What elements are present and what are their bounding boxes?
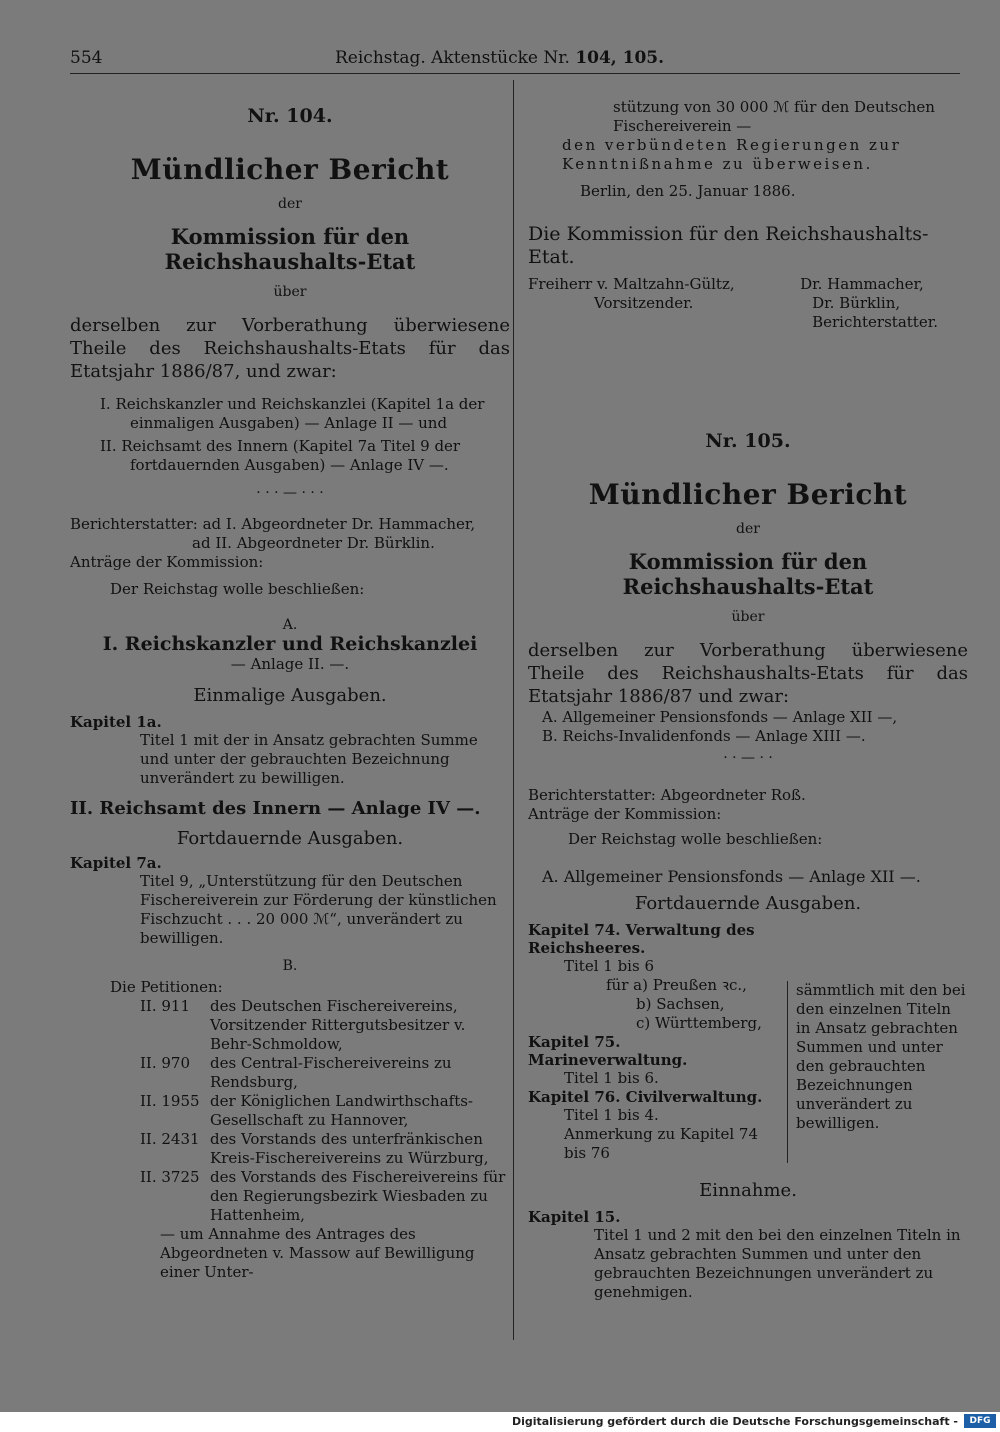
- report-intro: derselben zur Vorberathung überwiesene Theile des Reichshaushalts-Etats für das Etatsjahr 1886/87, und zwar:: [70, 315, 510, 382]
- section-title: I. Reichskanzler und Reichskanzlei: [102, 633, 478, 655]
- subsection-title: Einmalige Ausgaben.: [193, 685, 387, 706]
- report-heading: Mündlicher Bericht: [130, 153, 450, 186]
- commission-name: Kommission für den Reichshaushalts-Etat: [164, 224, 416, 274]
- petition-item: II. 3725 des Vorstands des Fischereivereins für den Regierungsbezirk Wiesbaden zu Hattenheim,: [140, 1168, 506, 1224]
- separator: · · — · ·: [723, 750, 773, 766]
- column-divider: [513, 80, 514, 1340]
- motions-label: Anträge der Kommission:: [528, 805, 722, 823]
- signatures: Freiherr v. Maltzahn-Gültz, Vorsitzender. Dr. Hammacher, Dr. Bürklin, Berichterstatter.: [528, 275, 938, 331]
- item-2: II. Reichsamt des Innern (Kapitel 7a Titel 9 der fortdauernden Ausgaben) — Anlage IV —.: [100, 437, 461, 474]
- petition-item: II. 970 des Central-Fischereivereins zu Rendsburg,: [140, 1054, 452, 1091]
- item-b: B. Reichs-Invalidenfonds — Anlage XIII —.: [542, 727, 866, 745]
- subsection-title: Fortdauernde Ausgaben.: [634, 893, 862, 914]
- petition-list: II. 911 des Deutschen Fischereivereins, Vorsitzender Rittergutsbesitzer v. Behr-Schmoldow, II. 970 des Central-Fischereivereins zu Rendsburg, II. 1955 der Königlichen Landwirthschafts-Gesellschaft zu Hannover, II. 2431 des Vorstands des unterfränkischen Kreis-Fischereivereins zu Würzburg, II. 3725 des Vorstands des Fischereivereins für den Regierungsbezirk Wiesbaden zu Hattenheim, — um Annahme des Antrages des Abgeordneten v. Massow auf Bewilligung einer Unter-: [70, 997, 510, 1282]
- motions-label: Anträge der Kommission:: [70, 553, 264, 571]
- footer-bar: [0, 1412, 1000, 1432]
- report-number: Nr. 105.: [705, 430, 791, 452]
- item-a: A. Allgemeiner Pensionsfonds — Anlage XII —,: [542, 708, 898, 726]
- footer-credit: Digitalisierung gefördert durch die Deutsche Forschungsgemeinschaft -: [511, 1415, 958, 1428]
- separator: · · · — · · ·: [256, 485, 324, 501]
- commission-name: Kommission für den Reichshaushalts-Etat: [622, 549, 874, 599]
- reporter-line: Berichterstatter: Abgeordneter Roß.: [528, 786, 806, 804]
- section-title: II. Reichsamt des Innern — Anlage IV —.: [70, 798, 481, 819]
- subsection-title: Einnahme.: [699, 1180, 797, 1201]
- header-rule: [70, 73, 960, 74]
- chapter-block: Kapitel 74. Verwaltung des Reichsheeres. Titel 1 bis 6 für a) Preußen ꝛc., b) Sachsen, c) Württemberg, Kapitel 75. Marineverwaltung. Titel 1 bis 6. Kapitel 76. Civilverwaltung. Titel 1 bis 4. Anmerkung zu Kapitel 74 bis 76 sämmtlich mit den bei den einzelnen Titeln in Ansatz gebrachten Summen und unter den gebrauchten Bezeichnungen unverändert zu bewilligen.: [528, 921, 968, 1163]
- report-heading: Mündlicher Bericht: [588, 478, 908, 511]
- report-number: Nr. 104.: [247, 105, 333, 127]
- dfg-logo: DFG: [964, 1414, 996, 1428]
- petition-item: II. 1955 der Königlichen Landwirthschafts-Gesellschaft zu Hannover,: [140, 1092, 473, 1129]
- page-header: [0, 46, 1000, 76]
- subsection-title: Fortdauernde Ausgaben.: [176, 828, 404, 849]
- petition-item: II. 2431 des Vorstands des unterfränkischen Kreis-Fischereivereins zu Würzburg,: [140, 1130, 489, 1167]
- date-line: Berlin, den 25. Januar 1886.: [580, 182, 796, 200]
- report-intro: derselben zur Vorberathung überwiesene Theile des Reichshaushalts-Etats für das Etatsjahr 1886/87 und zwar:: [528, 640, 968, 707]
- page-number: 554: [70, 48, 103, 68]
- petition-item: II. 911 des Deutschen Fischereivereins, Vorsitzender Rittergutsbesitzer v. Behr-Schmoldow,: [140, 997, 466, 1053]
- running-title: Reichstag. Aktenstücke Nr. 104, 105.: [335, 48, 665, 68]
- left-column: Nr. 104. Mündlicher Bericht der Kommission für den Reichshaushalts-Etat über derselben zur Vorberathung überwiesene Theile des Reichshaushalts-Etats für das Etatsjahr 1886/87, und zwar: I. Reichskanzler und Reichskanzlei (Kapitel 1a der einmaligen Ausgaben) — Anlage II — und II. Reichsamt des Innern (Kapitel 7a Titel 9 der fortdauernden Ausgaben) — Anlage IV —. · · · — · · · Berichterstatter: ad I. Abgeordneter Dr. Hammacher, ad II. Abgeordneter Dr. Bürklin. Anträge der Kommission: Der Reichstag wolle beschließen: A. I. Reichskanzler und Reichskanzlei — Anlage II. —. Einmalige Ausgaben. Kapitel 1a. Titel 1 mit der in Ansatz gebrachten Summe und unter der gebrauchten Bezeichnung unverändert zu bewilligen. II. Reichsamt des Innern — Anlage IV —. Fortdauernde Ausgaben. Kapitel 7a. Titel 9, „Unterstützung für den Deutschen Fischereiverein zur Förderung der künstlichen Fischzucht . . . 20 000 ℳ“, unverändert zu bewilligen. B. Die Petitionen: II. 911 des Deutschen Fischereivereins, Vorsitzender Rittergutsbesitzer v. Behr-Schmoldow, II. 970 des Central-Fischereivereins zu Rendsburg, II. 1955 der Königlichen Landwirthschafts-Gesellschaft zu Hannover, II. 2431 des Vorstands des unterfränkischen Kreis-Fischereivereins zu Würzburg, II. 3725 des Vorstands des Fischereivereins für den Regierungsbezirk Wiesbaden zu Hattenheim, — um Annahme des Antrages des Abgeordneten v. Massow auf Bewilligung einer Unter-: [70, 105, 510, 1281]
- reporter-line: Berichterstatter: ad I. Abgeordneter Dr. Hammacher,: [70, 515, 476, 533]
- signature-commission: Die Kommission für den Reichshaushalts-Etat.: [528, 223, 929, 268]
- item-1: I. Reichskanzler und Reichskanzlei (Kapitel 1a der einmaligen Ausgaben) — Anlage II — und: [100, 395, 485, 432]
- right-column: stützung von 30 000 ℳ für den Deutschen Fischereiverein — den verbündeten Regierungen zur Kenntnißnahme zu überweisen. Berlin, den 25. Januar 1886. Die Kommission für den Reichshaushalts-Etat. Freiherr v. Maltzahn-Gültz, Vorsitzender. Dr. Hammacher, Dr. Bürklin, Berichterstatter. Nr. 105. Mündlicher Bericht der Kommission für den Reichshaushalts-Etat über derselben zur Vorberathung überwiesene Theile des Reichshaushalts-Etats für das Etatsjahr 1886/87 und zwar: A. Allgemeiner Pensionsfonds — Anlage XII —, B. Reichs-Invalidenfonds — Anlage XIII —. · · — · · Berichterstatter: Abgeordneter Roß. Anträge der Kommission: Der Reichstag wolle beschließen: A. Allgemeiner Pensionsfonds — Anlage XII —. Fortdauernde Ausgaben. Kapitel 74. Verwaltung des Reichsheeres. Titel 1 bis 6 für a) Preußen ꝛc., b) Sachsen, c) Württemberg, Kapitel 75. Marineverwaltung. Titel 1 bis 6. Kapitel 76. Civilverwaltung. Titel 1 bis 4. Anmerkung zu Kapitel 74 bis 76 sämmtlich mit den bei den einzelnen Titeln in Ansatz gebrachten Summen und unter den gebrauchten Bezeichnungen unverändert zu bewilligen. Einnahme. Kapitel 15. Titel 1 und 2 mit den bei den einzelnen Titeln in Ansatz gebrachten Summen und unter den gebrauchten Bezeichnungen unverändert zu genehmigen.: [528, 98, 968, 1301]
- section-title: A. Allgemeiner Pensionsfonds — Anlage XII —.: [542, 867, 921, 886]
- brace-note: sämmtlich mit den bei den einzelnen Titeln in Ansatz gebrachten Summen und unter den gebrauchten Bezeichnungen unverändert zu bewilligen.: [787, 981, 968, 1163]
